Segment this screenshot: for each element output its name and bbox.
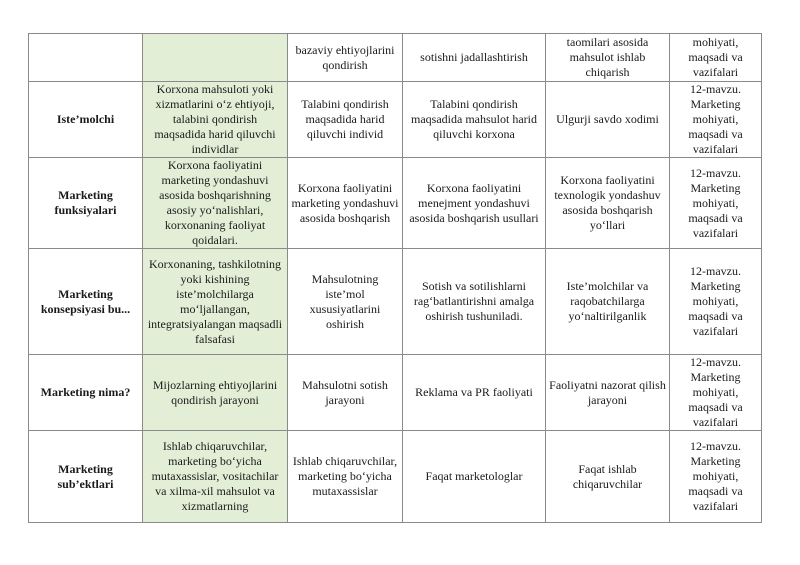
table-row (29, 82, 762, 158)
topic-cell: 12-mavzu. Marketing mohiyati, maqsadi va vazifalari (670, 158, 762, 249)
option-cell: Mahsulotning iste’mol xususiyatlarini oshirish (288, 249, 403, 355)
option-cell: Ulgurji savdo xodimi (546, 82, 670, 158)
term-cell: Marketing funksiyalari (29, 158, 143, 249)
option-cell: Korxona faoliyatini menejment yondashuvi asosida boshqarish usullari (403, 158, 546, 249)
correct-answer-cell (143, 34, 288, 82)
option-cell: Mahsulotni sotish jarayoni (288, 355, 403, 431)
option-cell: Ishlab chiqaruvchilar, marketing bo‘yicha mutaxassislar (288, 431, 403, 523)
option-cell: Talabini qondirish maqsadida mahsulot harid qiluvchi korxona (403, 82, 546, 158)
option-cell: Korxona faoliyatini texnologik yondashuv asosida boshqarish yo‘llari (546, 158, 670, 249)
term-cell (29, 34, 143, 82)
option-cell: Iste’molchilar va raqobatchilarga yo‘naltirilganlik (546, 249, 670, 355)
option-cell: Faoliyatni nazorat qilish jarayoni (546, 355, 670, 431)
table-row (29, 355, 762, 431)
topic-cell: 12-mavzu. Marketing mohiyati, maqsadi va vazifalari (670, 82, 762, 158)
table-row (29, 158, 762, 249)
correct-answer-cell: Korxona mahsuloti yoki xizmatlarini o‘z ehtiyoji, talabini qondirish maqsadida harid qiluvchi individlar (143, 82, 288, 158)
option-cell: bazaviy ehtiyojlarini qondirish (288, 34, 403, 82)
term-cell: Marketing sub’ektlari (29, 431, 143, 523)
correct-answer-cell: Ishlab chiqaruvchilar, marketing bo‘yicha mutaxassislar, vositachilar va xilma-xil mahsulot va xizmatlarning (143, 431, 288, 523)
option-cell: Korxona faoliyatini marketing yondashuvi asosida boshqarish (288, 158, 403, 249)
correct-answer-cell: Mijozlarning ehtiyojlarini qondirish jarayoni (143, 355, 288, 431)
term-cell: Marketing nima? (29, 355, 143, 431)
option-cell: Sotish va sotilishlarni rag‘batlantirishni amalga oshirish tushuniladi. (403, 249, 546, 355)
option-cell: Reklama va PR faoliyati (403, 355, 546, 431)
topic-cell: 12-mavzu. Marketing mohiyati, maqsadi va vazifalari (670, 249, 762, 355)
term-cell: Iste’molchi (29, 82, 143, 158)
topic-cell: 12-mavzu. Marketing mohiyati, maqsadi va vazifalari (670, 355, 762, 431)
table-row (29, 249, 762, 355)
topic-cell: mohiyati, maqsadi va vazifalari (670, 34, 762, 82)
option-cell: Talabini qondirish maqsadida harid qiluvchi individ (288, 82, 403, 158)
table-row (29, 431, 762, 523)
option-cell: taomilari asosida mahsulot ishlab chiqarish (546, 34, 670, 82)
quiz-table (28, 33, 762, 523)
topic-cell: 12-mavzu. Marketing mohiyati, maqsadi va vazifalari (670, 431, 762, 523)
table-row (29, 34, 762, 82)
option-cell: sotishni jadallashtirish (403, 34, 546, 82)
term-cell: Marketing konsepsiyasi bu... (29, 249, 143, 355)
quiz-table-page (28, 33, 762, 523)
option-cell: Faqat ishlab chiqaruvchilar (546, 431, 670, 523)
option-cell: Faqat marketologlar (403, 431, 546, 523)
correct-answer-cell: Korxonaning, tashkilotning yoki kishining iste’molchilarga mo‘ljallangan, integratsiyalangan maqsadli falsafasi (143, 249, 288, 355)
correct-answer-cell: Korxona faoliyatini marketing yondashuvi asosida boshqarishning asosiy yo‘nalishlari, korxonaning faoliyat qoidalari. (143, 158, 288, 249)
